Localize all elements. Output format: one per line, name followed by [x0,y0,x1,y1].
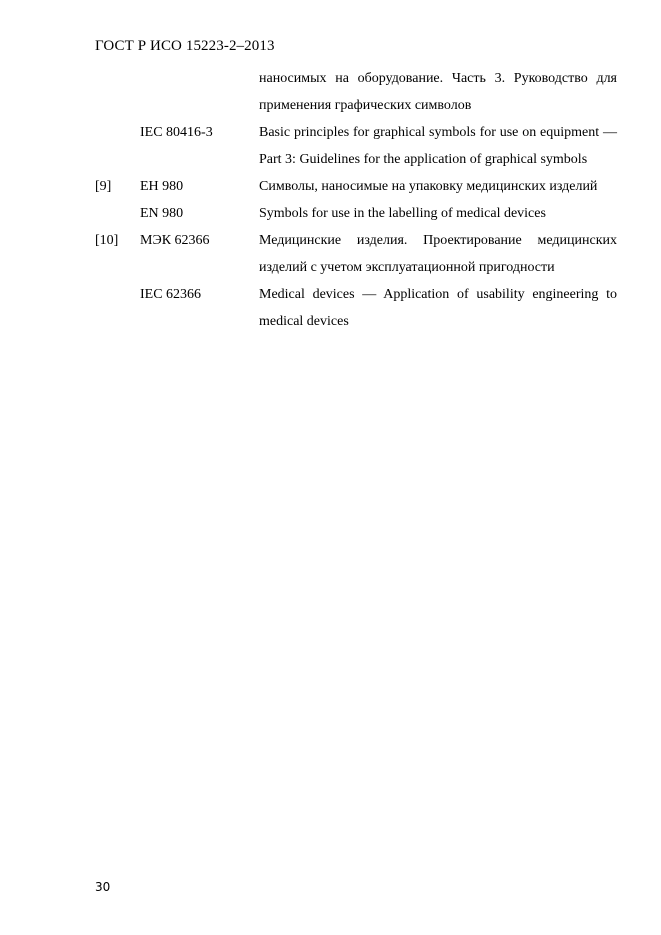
bibliography-entry [95,281,617,335]
bibliography-list [95,65,617,335]
entry-number: [10] [95,233,119,248]
standard-code: IEC 80416-3 [140,125,213,140]
standard-title: Symbols for use in the labelling of medical devices [259,206,546,221]
standard-title: Basic principles for graphical symbols for use on equipment — Part 3: Guidelines for the application of graphical symbols [259,125,617,167]
page-number: 30 [95,880,111,894]
bibliography-entry [95,119,617,173]
bibliography-entry [95,173,617,200]
bibliography-entry [95,200,617,227]
document-header: ГОСТ Р ИСО 15223-2–2013 [95,38,275,54]
standard-code: EN 980 [140,206,184,221]
entry-number: [9] [95,179,112,194]
standard-code: МЭК 62366 [140,233,210,248]
bibliography-entry [95,227,617,281]
standard-code: IEC 62366 [140,287,202,302]
standard-title: наносимых на оборудование. Часть 3. Руководство для применения графических символов [259,71,617,113]
standard-title: Медицинские изделия. Проектирование медицинских изделий с учетом эксплуатационной пригодности [259,233,617,275]
standard-title: Символы, наносимые на упаковку медицинских изделий [259,179,598,194]
standard-code: ЕН 980 [140,179,184,194]
bibliography-entry [95,65,617,119]
standard-title: Medical devices — Application of usability engineering to medical devices [259,287,617,329]
